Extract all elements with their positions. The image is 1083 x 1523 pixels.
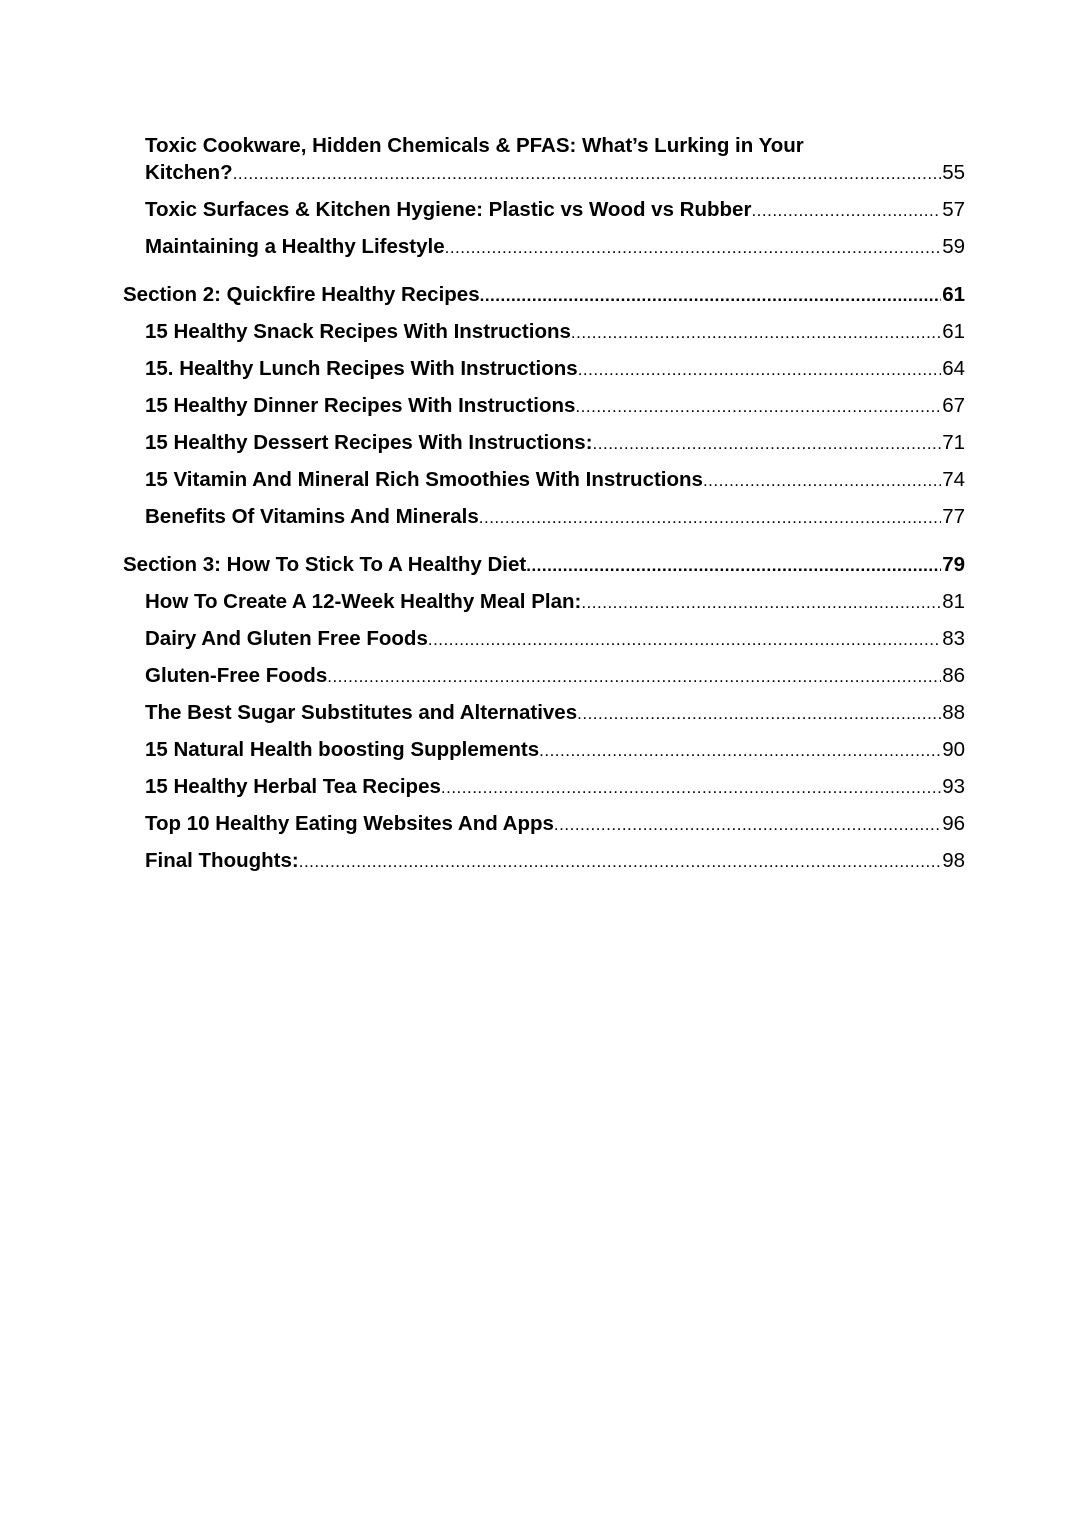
- toc-entry[interactable]: [123, 196, 965, 233]
- toc-entry[interactable]: [123, 392, 965, 429]
- toc-page-number: 57: [942, 198, 965, 221]
- toc-page-number: 98: [942, 849, 965, 872]
- toc-page-number: 55: [942, 161, 965, 184]
- toc-page-number: 67: [942, 394, 965, 417]
- toc-page-number: 79: [942, 553, 965, 576]
- dot-leader: [526, 552, 941, 580]
- toc-page-number: 86: [942, 664, 965, 687]
- toc-entry-title: Benefits Of Vitamins And Minerals: [145, 505, 479, 528]
- toc-entry[interactable]: [123, 318, 965, 355]
- toc-entry-title: Maintaining a Healthy Lifestyle: [145, 235, 445, 258]
- toc-page-number: 61: [942, 320, 965, 343]
- toc-entry-title: How To Create A 12-Week Healthy Meal Plan:: [145, 590, 582, 613]
- dot-leader: [327, 663, 941, 691]
- toc-entry-title: Final Thoughts:: [145, 849, 299, 872]
- dot-leader: [703, 467, 941, 495]
- toc-entry-title: 15 Healthy Snack Recipes With Instructions: [145, 320, 571, 343]
- dot-leader: [593, 430, 942, 458]
- toc-entry-title: The Best Sugar Substitutes and Alternatives: [145, 701, 578, 724]
- dot-leader: [581, 589, 941, 617]
- toc-entry-title: 15 Healthy Herbal Tea Recipes: [145, 775, 441, 798]
- dot-leader: [445, 234, 942, 262]
- toc-entry[interactable]: [123, 662, 965, 699]
- dot-leader: [539, 737, 941, 765]
- toc-entry-title: Dairy And Gluten Free Foods: [145, 627, 428, 650]
- toc-entry[interactable]: [123, 466, 965, 503]
- toc-entry-title: Top 10 Healthy Eating Websites And Apps: [145, 812, 554, 835]
- dot-leader: [441, 774, 941, 802]
- dot-leader: [480, 282, 942, 310]
- toc-entry[interactable]: [123, 736, 965, 773]
- toc-entry[interactable]: [123, 233, 965, 270]
- toc-entry-title: 15 Natural Health boosting Supplements: [145, 738, 540, 761]
- toc-entry-title: 15 Vitamin And Mineral Rich Smoothies With Instructions: [145, 468, 703, 491]
- dot-leader: [479, 504, 941, 532]
- toc-page-number: 64: [942, 357, 965, 380]
- toc-page-number: 71: [942, 431, 965, 454]
- toc-entry[interactable]: [123, 773, 965, 810]
- toc-entry-title: Kitchen?: [145, 161, 233, 184]
- toc-entry[interactable]: [123, 588, 965, 625]
- dot-leader: [751, 197, 941, 225]
- dot-leader: [428, 626, 941, 654]
- toc-page-number: 81: [942, 590, 965, 613]
- toc-section-entry[interactable]: [123, 551, 965, 588]
- toc-entry[interactable]: [123, 847, 965, 884]
- toc-entry[interactable]: [123, 159, 965, 196]
- dot-leader: [571, 319, 941, 347]
- dot-leader: [554, 811, 941, 839]
- toc-entry-title: Gluten-Free Foods: [145, 664, 328, 687]
- dot-leader: [578, 356, 942, 384]
- toc-page-number: 93: [942, 775, 965, 798]
- toc-entry-title-line[interactable]: Toxic Cookware, Hidden Chemicals & PFAS: What’s Lurking in Your: [145, 134, 804, 157]
- toc-entry-title: 15 Healthy Dinner Recipes With Instructions: [145, 394, 576, 417]
- toc-entry-title: Section 3: How To Stick To A Healthy Diet: [123, 553, 527, 576]
- toc-page-number: 83: [942, 627, 965, 650]
- dot-leader: [575, 393, 941, 421]
- toc-entry-title: Section 2: Quickfire Healthy Recipes: [123, 283, 480, 306]
- toc-entry[interactable]: [123, 625, 965, 662]
- toc-entry-title: 15. Healthy Lunch Recipes With Instructions: [145, 357, 578, 380]
- toc-entry-title: 15 Healthy Dessert Recipes With Instructions:: [145, 431, 593, 454]
- toc-entry[interactable]: [123, 699, 965, 736]
- toc-entry[interactable]: [123, 503, 965, 540]
- toc-section-entry[interactable]: [123, 281, 965, 318]
- toc-entry-title: Toxic Surfaces & Kitchen Hygiene: Plastic vs Wood vs Rubber: [145, 198, 752, 221]
- toc-page-number: 88: [942, 701, 965, 724]
- table-of-contents: [123, 133, 965, 884]
- toc-entry[interactable]: [123, 429, 965, 466]
- toc-page-number: 96: [942, 812, 965, 835]
- toc-page-number: 74: [942, 468, 965, 491]
- toc-page-number: 90: [942, 738, 965, 761]
- dot-leader: [299, 848, 941, 876]
- toc-entry[interactable]: [123, 810, 965, 847]
- toc-page-number: 77: [942, 505, 965, 528]
- toc-page-number: 61: [942, 283, 965, 306]
- dot-leader: [577, 700, 941, 728]
- dot-leader: [233, 160, 941, 188]
- toc-entry[interactable]: [123, 355, 965, 392]
- toc-page-number: 59: [942, 235, 965, 258]
